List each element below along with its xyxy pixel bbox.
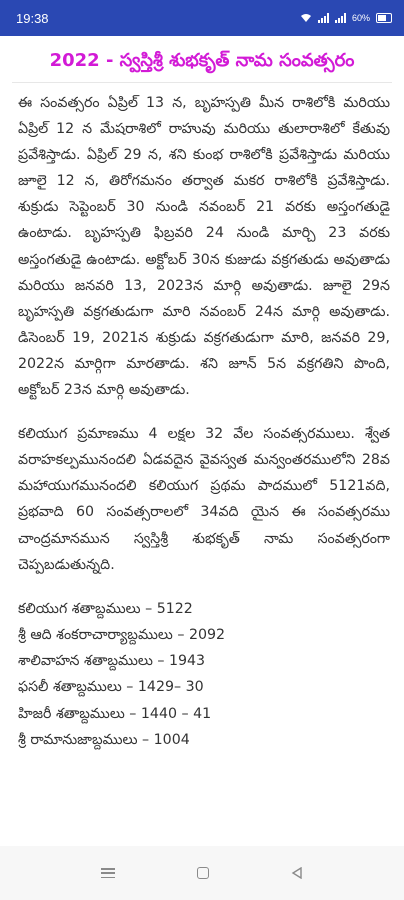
era-item: కలియుగ శతాబ్దములు – 5122 [18, 600, 193, 617]
signal-icon [318, 13, 329, 23]
era-item: శ్రీ రామానుజాబ్దములు – 1004 [18, 731, 190, 748]
era-list [18, 596, 390, 753]
paragraph-kaliyuga: కలియుగ ప్రమాణము 4 లక్షల 32 వేల సంవత్సరములు. శ్వేత వరాహకల్పమునందలి ఏడవదైన వైవస్వత మన్వంతరములోని 28వ మహాయుగమునందలి కలియుగ ప్రథమ పాదములో 5121వది, ప్రభవాది 60 సంవత్సరాలలో 34వది యైన ఈ సంవత్సరము చాంద్రమానమున స్వస్తిశ్రీ శుభకృత్ నామ సంవత్సరంగా చెప్పబడుతున్నది. [18, 426, 390, 573]
system-nav-bar [0, 846, 404, 900]
era-item: శాలివాహన శతాబ్దములు – 1943 [18, 653, 206, 670]
status-bar [0, 0, 404, 36]
back-icon[interactable] [291, 867, 303, 879]
recent-apps-icon[interactable] [101, 868, 115, 878]
era-item: శ్రీ ఆది శంకరాచార్యాబ్దములు – 2092 [18, 626, 226, 643]
era-item: ఫసలీ శతాబ్దములు – 1429– 30 [18, 679, 204, 696]
home-icon[interactable] [197, 867, 209, 879]
battery-icon [376, 13, 392, 23]
page-title: 2022 - స్వస్తిశ్రీ శుభకృత్ నామ సంవత్సరం [49, 50, 355, 71]
title-divider [12, 82, 392, 83]
wifi-icon [300, 13, 312, 23]
status-icons [300, 13, 392, 23]
signal-icon-2 [335, 13, 346, 23]
battery-percent: 60% [351, 13, 370, 23]
article-content[interactable] [18, 90, 390, 753]
era-item: హిజరీ శతాబ్దములు – 1440 – 41 [18, 705, 212, 722]
paragraph-planets: ఈ సంవత్సరం ఏప్రిల్ 13 న, బృహస్పతి మీన రాశిలోకి మరియు ఏప్రిల్ 12 న మేషరాశిలో రాహువు మరియు తులారాశిలో కేతువు ప్రవేశిస్తాడు. ఏప్రిల్ 29 న, శని కుంభ రాశిలోకి ప్రవేశిస్తాడు మరియు జూలై 12 న, తిరోగమనం తర్వాత మకర రాశిలోకి ప్రవేశిస్తాడు. శుక్రుడు సెప్టెంబర్ 30 నుండి నవంబర్ 21 వరకు అస్తంగతుడై ఉంటాడు. బృహస్పతి ఫిబ్రవరి 24 నుండి మార్చి 23 వరకు అస్తంగతుడై ఉంటాడు. అక్టోబర్ 30న కుజుడు వక్రగతుడు అవుతాడు మరియు జనవరి 13, 2023న మార్గి అవుతాడు. జూలై 29న బృహస్పతి వక్రగతుడుగా మారి నవంబర్ 24న మార్గి అవుతాడు. డిసెంబర్ 19, 2021న శుక్రుడు వక్రగతుడుగా మారి, జనవరి 29, 2022న మార్గిగా మారతాడు. శని జూన్ 5న వక్రగతిని పొంది, అక్టోబర్ 23న మార్గి అవుతాడు. [18, 95, 390, 399]
status-time: 19:38 [16, 10, 49, 26]
